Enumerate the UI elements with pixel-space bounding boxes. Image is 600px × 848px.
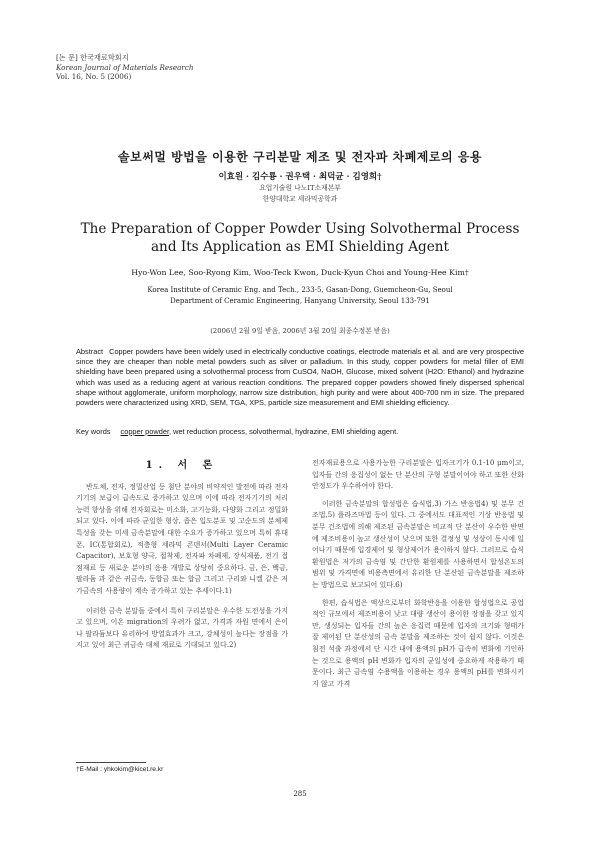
affiliation-en-1: Korea Institute of Ceramic Eng. and Tech., 233-5, Gasan-Dong, Guemcheon-Gu, Seoul [147, 286, 453, 294]
abstract [76, 347, 524, 408]
affiliation-en-2: Department of Ceramic Engineering, Hanyang University, Seoul 133-791 [170, 296, 430, 305]
keywords [76, 427, 524, 436]
journal-header [56, 53, 194, 82]
authors-english: Hyo-Won Lee, Soo-Ryong Kim, Woo-Teck Kwon, Duck-Kyun Choi and Young-Hee Kim† [131, 268, 469, 277]
body-paragraph: 이러한 금속분말의 합성법은 습식법,3) 가스 반응법4) 및 분무 건조법,5) 플라즈마법 등이 있다. 그 중에서도 대표적인 기상 반응법 및 분무 건조법에 의해 제조된 금속분말은 비교적 단 분산이 우수한 반면에 제조비용이 높고 생산성이 낮으며 또한 결정성 및 성상이 동시에 일어나기 때문에 입경제어 및 형상제어가 용이하지 않다. 그러므로 습식환원법은 저가의 금속염 및 간단한 환원제를 사용하면서 합성온도의 범위 및 가격면에 비용측면에서 유리한 단 분산된 금속분말을 제조하는 방법으로 보고되어 있다.6) [312, 499, 524, 589]
keyword-link[interactable]: copper powder [120, 427, 169, 436]
abstract-label: Abstract [76, 347, 104, 356]
abstract-text: Copper powders have been widely used in electrically conductive coatings, electrode materials et al. and are very prospective since they are cheaper than noble metal powders such as silver or palladium. In this study, copper powders for metal filler of EMI shielding have been prepared using a solvothermal process from CuSO4, NaOH, Glucose, mixed solvent (H2O: Ethanol) and hydrazine which was used as a reducing agent at various reaction conditions. The prepared copper powders showed finely dispersed spherical shape without agglomerate, uniform morphology, narrow size distribution, high purity and were about 400-700 nm in size. The prepared powders were characterized using XRD, SEM, TGA, XPS, particle size measurement and EMI shielding efficiency. [76, 347, 524, 408]
body-paragraph: 반도체, 전자, 정밀산업 등 첨단 분야의 비약적인 발전에 따라 전자기기의 보급이 급속도로 증가하고 있으며 이에 따라 전자기기의 처리능력 향상을 위해 전자회로는 미소화, 고기능화, 다양화 그리고 정밀화되고 있다. 이에 따라 균일한 형상, 좁은 입도분포 및 고순도의 분체제 특성을 갖는 미세 금속분말에 대한 수요가 증가하고 있으며 특히 휴대폰, IC(통합회로), 적층형 세라믹 콘덴서(Multi Layer Ceramic Capacitor), 보호형 양극, 접착제, 전자파 차폐제, 장식제품, 전기 접점재료 등 새로운 분야의 응용 개발로 상당히 중요하다. 금, 은, 백금, 팔라듐 과 같은 귀금속, 동합금 또는 합금 그리고 구리와 니켈 같은 저가금속의 사용량이 계속 증가하고 있는 추세이다.1) [76, 482, 288, 595]
keywords-rest: , wet reduction process, solvothermal, hydrazine, EMI shielding agent. [169, 427, 399, 436]
affiliation-ko-2: 한양대학교 세라믹공학과 [262, 194, 338, 203]
page-number: 285 [293, 790, 307, 798]
title-english-line-2: and Its Application as EMI Shielding Agent [150, 239, 450, 255]
body-paragraph: 전자재료용으로 사용가능한 구리분말은 입자크기가 0.1-10 μm이고, 입자들 간의 응집성이 없는 단 분산의 구형 분말이어야 하고 또한 산화안정도가 우수하여야 한다. [312, 459, 524, 491]
affiliations-korean [0, 183, 600, 204]
received-dates: (2006년 2월 9일 받음, 2006년 3월 20일 최종수정본 받음) [210, 327, 390, 335]
journal-name-en: Korean Journal of Materials Research [56, 62, 194, 72]
title-english-line-1: The Preparation of Copper Powder Using Solvothermal Process [80, 221, 520, 237]
body-paragraph: 이러한 금속 분말들 중에서 특히 구리분말은 우수한 도전성을 가지고 있으며, 이온 migration의 우려가 없고, 가격과 자원 면에서 은이나 팔라듐보다 유리하여 방열효과가 크고, 강체성이 높다는 장점을 가지고 있어 최근 귀금속 대체 재료로 기대되고 있다.2) [76, 606, 288, 650]
journal-name-ko: [논 문] 한국재료학회지 [56, 53, 129, 62]
title-korean: 솔보써멀 방법을 이용한 구리분말 제조 및 전자파 차폐제로의 응용 [118, 150, 482, 164]
affiliations-english [0, 285, 600, 306]
title-english [0, 220, 600, 256]
footnote-email: †E-Mail : yhkokim@kicet.re.kr [76, 766, 164, 773]
authors-korean: 이효원 · 김수룡 · 권우택 · 최덕균 · 김영희† [218, 172, 382, 182]
affiliation-ko-1: 요업기술원 나노IT소재본부 [259, 184, 341, 192]
keywords-label: Key words [76, 427, 111, 436]
journal-volume: Vol. 16, No. 5 (2006) [56, 72, 132, 82]
body-paragraph: 한편, 습식법은 액상으로부터 화학반응을 이용한 합성법으로 공업적인 규모에서 제조비용이 낮고 대량 생산이 용이한 장점을 갖고 있지만, 생성되는 입자들 간의 높은 응집력 때문에 입자의 크기와 형태가 잘 제어된 단 분산성의 금속 분말을 제조하는 것이 쉽지 않다. 이것은 침전 석출 과정에서 단 시간 내에 용액의 pH가 급속히 변화에 기인하는 것으로 용액의 pH 변화가 입자의 균일성에 중요하게 작용하기 때문이다. 최근 금속염 수용액을 이용하는 경우 용액의 pH를 변화시키지 않고 가격 [312, 598, 524, 688]
footnote-divider [76, 762, 146, 763]
body-column-right [312, 458, 524, 696]
body-column-left [76, 458, 288, 660]
section-heading: 1. 서 론 [145, 460, 219, 471]
